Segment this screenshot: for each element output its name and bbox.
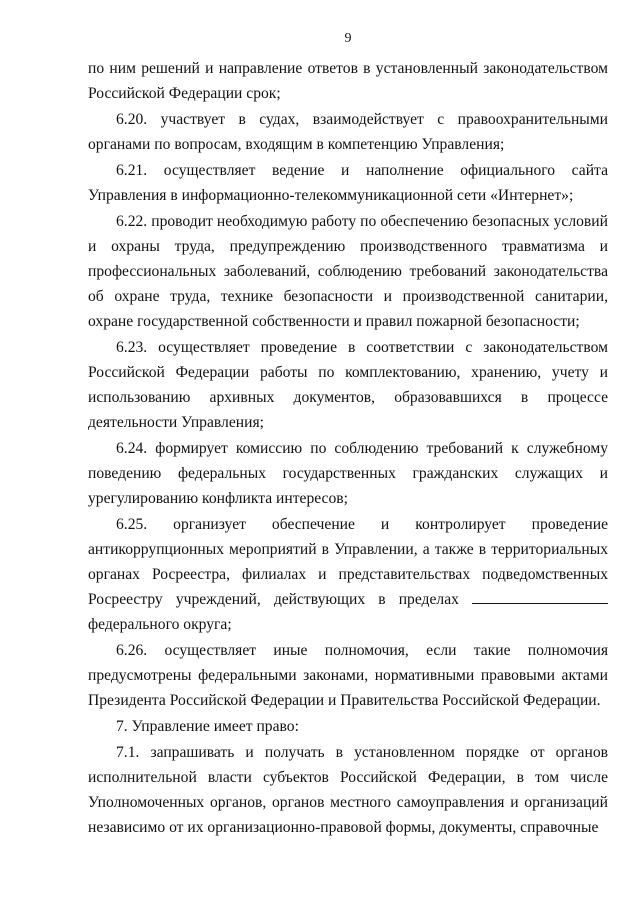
paragraph-6-25-tail: федерального округа;: [88, 616, 232, 633]
page-number: 9: [344, 31, 352, 46]
paragraph-6-21: 6.21. осуществляет ведение и наполнение официального сайта Управления в информационно-телекоммуникационной сети «Интернет»;: [88, 162, 608, 204]
paragraph-6-24: 6.24. формирует комиссию по соблюдению требований к служебному поведению федеральных государственных гражданских служащих и урегулированию конфликта интересов;: [88, 440, 608, 507]
paragraph-6-23: 6.23. осуществляет проведение в соответствии с законодательством Российской Федерации работы по комплектованию, хранению, учету и использованию архивных документов, образовавшихся в процессе деятельности Управления;: [88, 339, 608, 431]
paragraph-6-22: 6.22. проводит необходимую работу по обеспечению безопасных условий и охраны труда, предупреждению производственного травматизма и профессиональных заболеваний, соблюдению требований законодательства об охране труда, технике безопасности и производственной санитарии, охране государственной собственности и правил пожарной безопасности;: [88, 213, 608, 330]
paragraph-6-25-text: 6.25. организует обеспечение и контролирует проведение антикоррупционных мероприятий в Управлении, а также в территориальных органах Росреестра, филиалах и представительствах подведомственных Росреестру учреждений, действующих в пределах: [88, 516, 608, 608]
paragraph-7: 7. Управление имеет право:: [116, 718, 299, 735]
paragraph-6-20: 6.20. участвует в судах, взаимодействует с правоохранительными органами по вопросам, входящим в компетенцию Управления;: [88, 111, 608, 153]
paragraph-continuation: по ним решений и направление ответов в установленный законодательством Российской Федерации срок;: [88, 60, 608, 102]
paragraph-6-25: [88, 512, 608, 637]
paragraph-7-1: 7.1. запрашивать и получать в установленном порядке от органов исполнительной власти субъектов Российской Федерации, в том числе Уполномоченных органов, органов местного самоуправления и организаций независимо от их организационно-правовой формы, документы, справочные: [88, 744, 608, 836]
blank-fill-line: [472, 589, 608, 604]
paragraph-6-26: 6.26. осуществляет иные полномочия, если такие полномочия предусмотрены федеральными законами, нормативными правовыми актами Президента Российской Федерации и Правительства Российской Федерации.: [88, 642, 608, 709]
